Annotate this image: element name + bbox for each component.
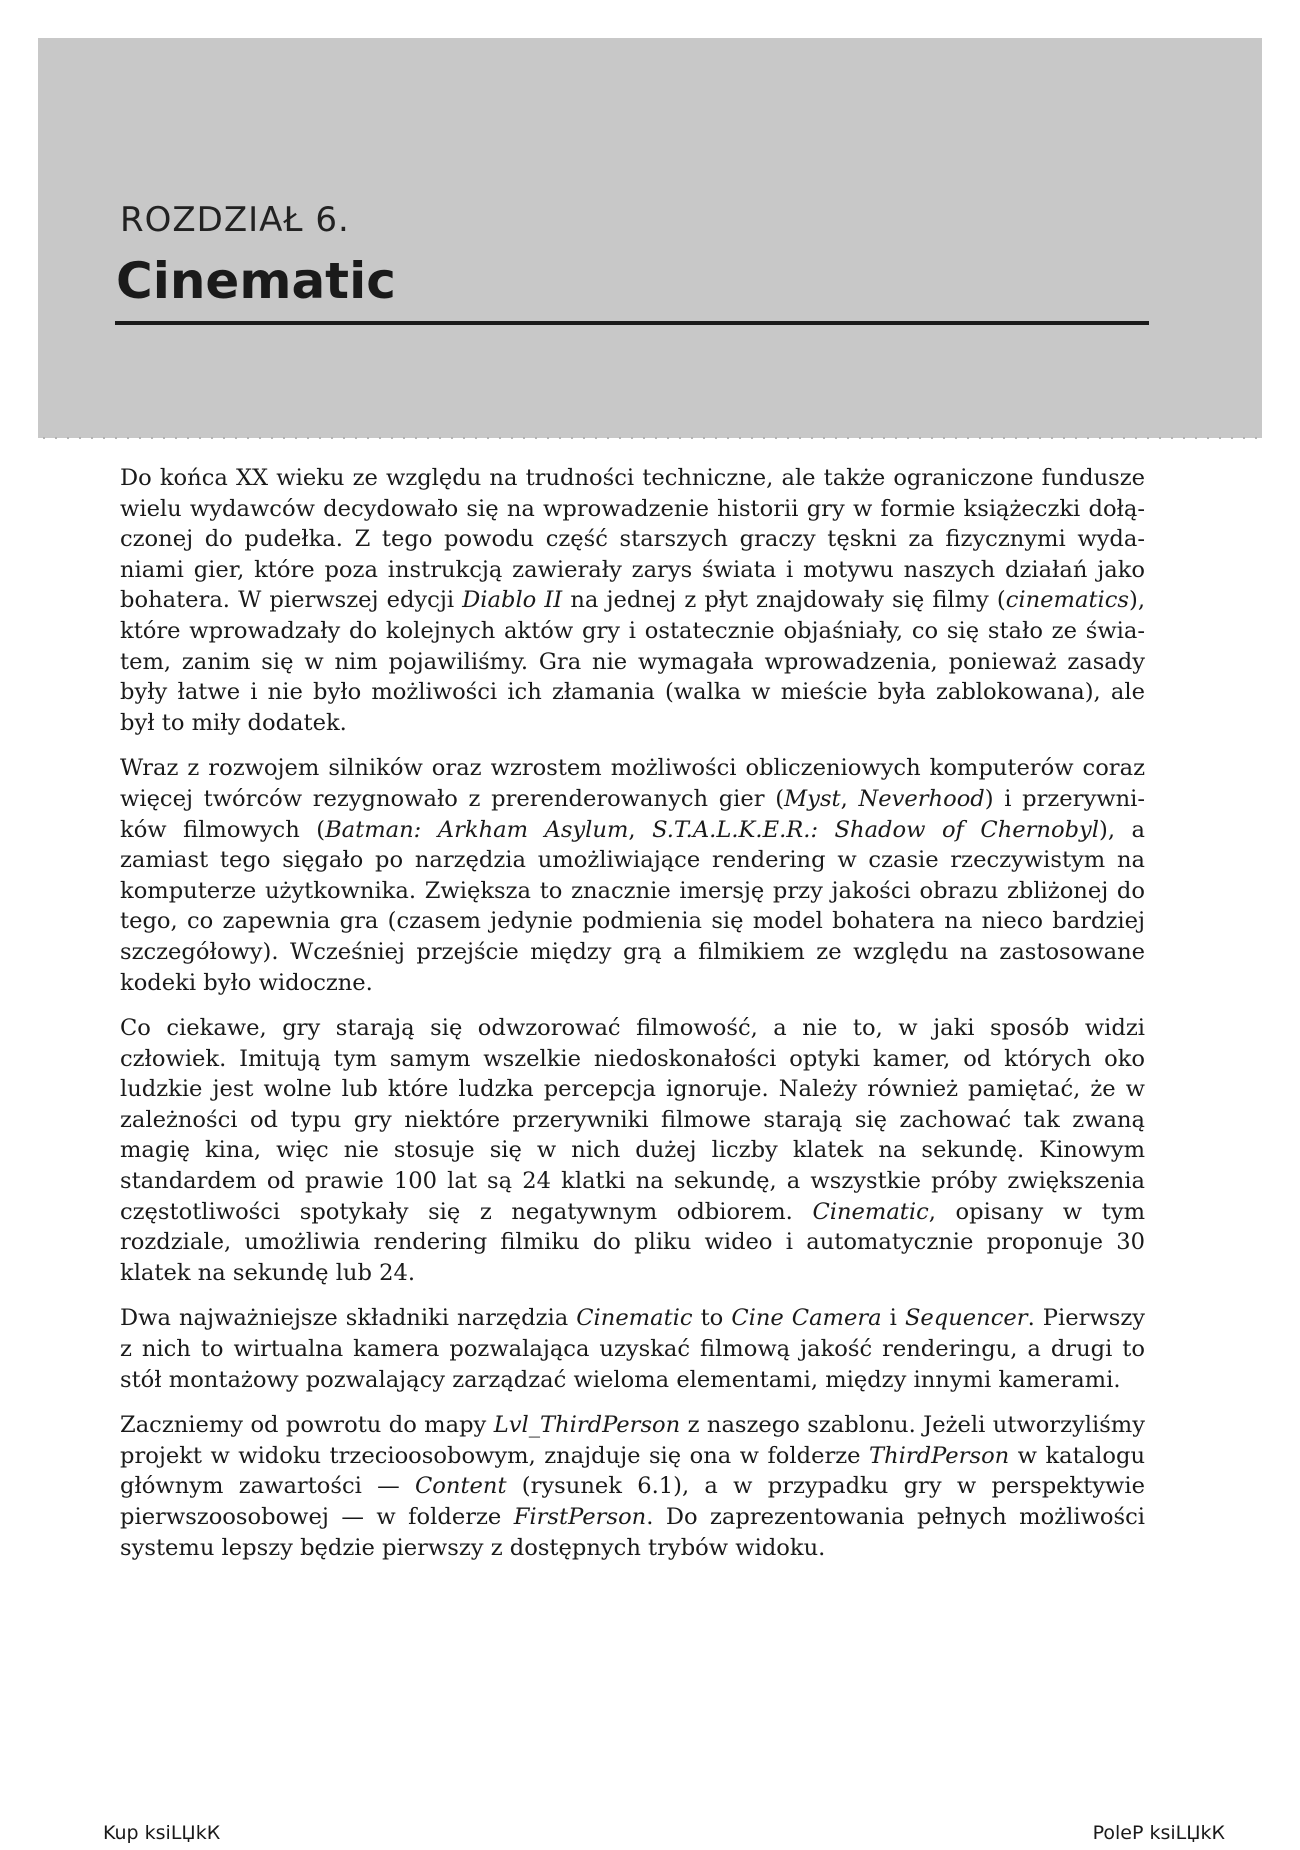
italic-term: Cinematic [576, 1305, 693, 1332]
text-run: ), które wprowadzały do kolejnych aktów gry i ostatecznie objaśniały, co się stało ze światem, zanim się w nim pojawiliśmy. Gra nie wymagała wprowadzenia, ponieważ zasady były łatwe i nie było możliwości ich złamania (walka w mieście była zablokowana), ale był to miły dodatek. [120, 587, 1146, 736]
text-run: Zaczniemy od powrotu do mapy [120, 1412, 494, 1439]
italic-term: FirstPerson [513, 1504, 647, 1530]
text-run: . Pierwszy z nich to wirtualna kamera pozwalająca uzyskać filmową jakość renderingu, a drugi to stół montażowy pozwalający zarządzać wieloma elementami, między innymi kamerami. [120, 1305, 1145, 1393]
italic-term: ThirdPerson [869, 1442, 1010, 1469]
header-band-edge [38, 436, 1262, 440]
italic-term: Cine Camera [731, 1305, 882, 1332]
text-run: na jednej z płyt znajdowały się filmy ( [562, 587, 1006, 614]
chapter-body [120, 463, 1145, 1578]
italic-term: Neverhood [858, 785, 985, 812]
text-run: i [881, 1305, 905, 1332]
text-run: to [692, 1305, 732, 1332]
buy-book-link[interactable]: Kup ksiLЏkК [103, 1822, 221, 1844]
chapter-label: ROZDZIAŁ 6. [120, 200, 350, 240]
text-run: Co ciekawe, gry starają się odwzorować filmowość, a nie to, w jaki sposób widzi człowiek. Imitują tym samym wszelkie niedoskonałości optyki kamer, od których oko ludzkie jest wolne lub które ludzka percepcja ignoruje. Należy również pamiętać, że w zależności od typu gry niektóre przerywniki filmowe starają się zachować tak zwaną magię kina, więc nie stosuje się w nich dużej liczby klatek na sekundę. Kinowym standardem od prawie 100 lat są 24 klatki na sekundę, a wszystkie próby zwiększenia częstotliwości spotykały się z negatywnym odbiorem. [120, 1015, 1145, 1225]
italic-term: Diablo II [462, 587, 563, 614]
text-run: . Do zaprezentowania pełnych możliwości systemu lepszy będzie pierwszy z dostępnych trybów widoku. [120, 1504, 1145, 1561]
text-run: (rysunek 6.1), a w przypadku gry w perspektywie pierwszoosobowej — w folderze [120, 1473, 1145, 1530]
text-run: , [840, 785, 859, 812]
italic-term: cinematics [1005, 587, 1130, 614]
text-run: , opisany w tym rozdziale, umożliwia rendering filmiku do pliku wideo i automatycznie proponuje 30 klatek na sekundę lub 24. [120, 1198, 1145, 1286]
text-run: ) i przerywników filmowych ( [120, 785, 1145, 843]
text-run: ), a zamiast tego sięgało po narzędzia umożliwiające rendering w czasie rzeczywistym na komputerze użytkownika. Zwiększa to znacznie imersję przy jakości obrazu zbliżonej do tego, co zapewnia gra (czasem jedynie podmienia się model bohatera na nieco bardziej szczegółowy). Wcześniej przejście między grą a filmikiem ze względu na zastosowane kodeki było widoczne. [120, 816, 1145, 996]
text-run: Wraz z rozwojem silników oraz wzrostem możliwości obliczeniowych komputerów coraz więcej twórców rezygnowało z prerenderowanych gier ( [120, 755, 1145, 812]
italic-term: Myst [784, 785, 841, 812]
text-run: , [628, 816, 653, 843]
italic-term: Sequencer [904, 1305, 1028, 1332]
italic-term: Lvl_ThirdPerson [493, 1412, 681, 1439]
paragraph [120, 463, 1145, 738]
text-run: Dwa najważniejsze składniki narzędzia [120, 1305, 577, 1332]
paragraph [120, 753, 1145, 998]
chapter-title: Cinematic [116, 252, 396, 310]
recommend-book-link[interactable]: PoleР ksiLЏkК [1092, 1822, 1225, 1844]
italic-term: Batman: Arkham Asylum [325, 816, 629, 843]
text-run: z naszego szablonu. Jeżeli utworzyliśmy projekt w widoku trzecioosobowym, znajduje się ona w folderze [120, 1412, 1145, 1469]
italic-term: Cinematic [812, 1198, 929, 1225]
title-underline [115, 321, 1149, 325]
italic-term: S.T.A.L.K.E.R.: Shadow of Chernobyl [652, 816, 1100, 843]
text-run: Do końca XX wieku ze względu na trudności techniczne, ale także ograniczone fundusze wielu wydawców decydowało się na wprowadzenie historii gry w formie książeczki dołączonej do pudełka. Z tego powodu część starszych graczy tęskni za fizycznymi wydaniami gier, które poza instrukcją zawierały zarys świata i motywu naszych działań jako bohatera. W pierwszej edycji [120, 465, 1145, 614]
italic-term: Content [415, 1473, 507, 1500]
paragraph [120, 1410, 1145, 1563]
paragraph [120, 1013, 1145, 1288]
paragraph [120, 1303, 1145, 1395]
text-run: w katalogu głównym zawartości — [120, 1442, 1145, 1500]
